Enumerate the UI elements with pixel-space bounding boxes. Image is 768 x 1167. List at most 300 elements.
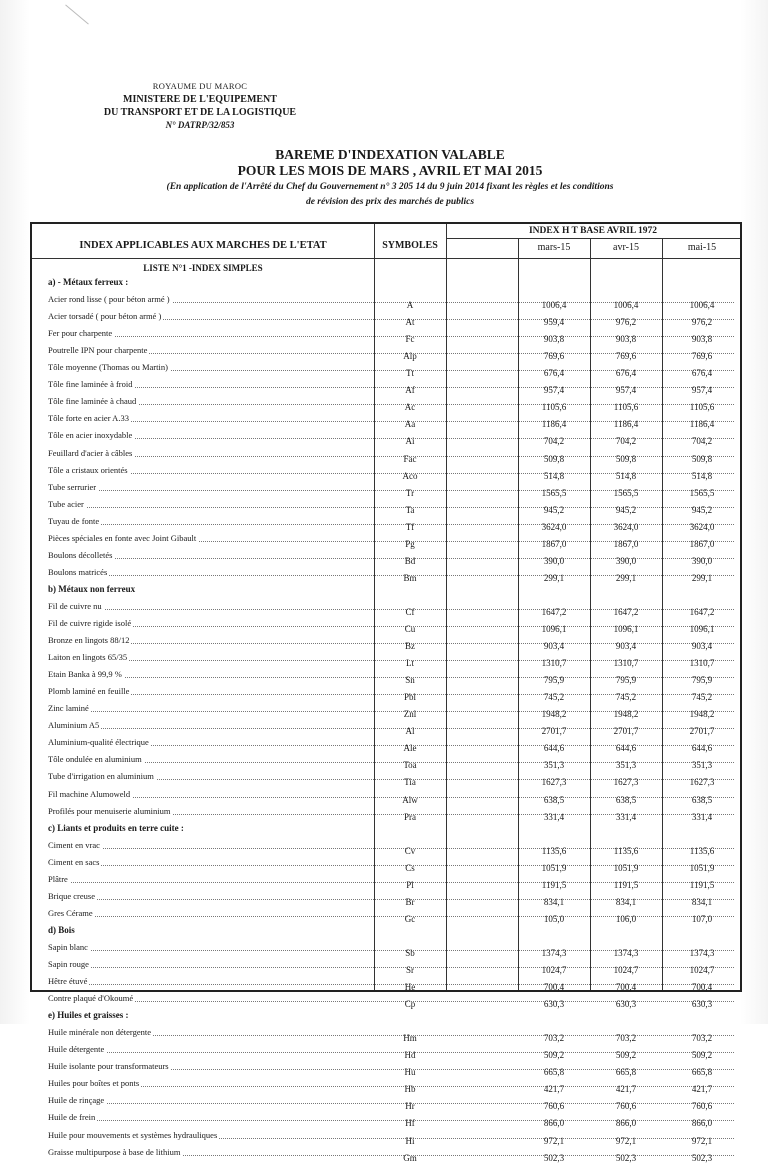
symbol-cell: Hf — [405, 1118, 415, 1129]
item-label-text: Tôle fine laminée à chaud — [48, 396, 137, 407]
value-cell: 1135,6 — [541, 845, 567, 856]
category-row — [32, 581, 740, 598]
value-cell: 1006,4 — [541, 300, 567, 311]
item-label — [48, 410, 366, 427]
value-cell: 760,6 — [543, 1101, 565, 1112]
item-label — [48, 990, 366, 1007]
kingdom-name: ROYAUME DU MAROC — [152, 81, 248, 91]
value-cell: 390,0 — [615, 555, 637, 566]
category-row — [32, 820, 740, 837]
symbol-cell: Tt — [406, 368, 414, 379]
symbol-cell: Sb — [405, 947, 415, 958]
value-cell: 1191,5 — [613, 879, 639, 890]
symbol-cell: Pbl — [403, 692, 416, 703]
item-label-text: Plomb laminé en feuille — [48, 686, 130, 697]
item-label — [48, 427, 366, 444]
value-cell: 351,3 — [691, 760, 713, 771]
value-cell: 3624,0 — [613, 521, 639, 532]
value-cell: 351,3 — [543, 760, 565, 771]
item-label-text: Etain Banka à 99,9 % — [48, 669, 122, 680]
value-cell: 644,6 — [543, 743, 565, 754]
item-label-text: Boulons matricés — [48, 566, 108, 577]
symbol-cell: A — [406, 300, 414, 311]
value-cell: 1191,5 — [541, 879, 567, 890]
value-cell: 834,1 — [615, 896, 637, 907]
value-cell: 676,4 — [615, 368, 637, 379]
value-cell: 3624,0 — [689, 521, 715, 532]
value-cell: 700,4 — [543, 982, 565, 993]
value-cell: 704,2 — [615, 436, 637, 447]
item-label-text: Sapin rouge — [48, 959, 89, 969]
table-row — [32, 734, 740, 754]
item-label — [48, 666, 366, 683]
item-label — [48, 956, 366, 973]
table-row — [32, 1024, 740, 1044]
value-cell: 390,0 — [543, 555, 565, 566]
title-line-1: BAREME D'INDEXATION VALABLE — [275, 147, 505, 162]
value-cell: 1006,4 — [689, 300, 715, 311]
table-row — [32, 905, 740, 922]
value-cell: 1310,7 — [541, 658, 567, 669]
item-label — [48, 325, 366, 342]
symbol-cell: Hu — [404, 1067, 416, 1078]
symbol-cell: Af — [405, 385, 415, 396]
item-label — [48, 1075, 366, 1092]
item-label — [48, 700, 366, 717]
symbol-cell: Toa — [403, 760, 417, 771]
item-label-text: Huile de frein — [48, 1112, 96, 1123]
value-cell: 745,2 — [615, 692, 637, 703]
item-label — [48, 683, 366, 700]
value-cell: 903,8 — [691, 334, 713, 345]
item-label — [48, 1109, 366, 1126]
value-cell: 299,1 — [615, 572, 637, 583]
item-label — [48, 376, 366, 393]
value-cell: 795,9 — [691, 675, 713, 686]
item-label — [48, 513, 366, 530]
category-row — [32, 274, 740, 291]
value-cell: 1135,6 — [613, 845, 639, 856]
item-label — [48, 717, 366, 734]
category-title: b) Métaux non ferreux — [48, 583, 136, 594]
symbol-cell: Ale — [403, 743, 417, 754]
value-cell: 2701,7 — [541, 726, 567, 737]
symbol-cell: Alp — [403, 351, 417, 362]
item-label-text: Tôle fine laminée à froid — [48, 379, 133, 390]
value-cell: 1051,9 — [613, 862, 639, 873]
item-label-text: Tôle forte en acier A.33 — [48, 413, 129, 424]
table-row — [32, 615, 740, 632]
category-row — [32, 922, 740, 939]
symbol-cell: Tr — [405, 487, 415, 498]
value-cell: 745,2 — [691, 692, 713, 703]
item-label — [48, 803, 366, 820]
symbol-cell: Bm — [403, 572, 417, 583]
symbol-cell: Hd — [404, 1050, 416, 1061]
value-cell: 331,4 — [691, 811, 713, 822]
item-label — [48, 871, 366, 888]
item-label-text: Ciment en sacs — [48, 856, 100, 867]
value-cell: 331,4 — [543, 811, 565, 822]
value-cell: 665,8 — [543, 1067, 565, 1078]
table-row — [32, 751, 740, 771]
symbol-cell: Fac — [403, 453, 417, 464]
value-cell: 703,2 — [691, 1033, 713, 1044]
value-cell: 502,3 — [543, 1152, 565, 1163]
item-label — [48, 649, 366, 666]
item-label — [48, 1092, 366, 1109]
symbol-cell: Hi — [405, 1135, 415, 1146]
symbol-cell: Aco — [402, 470, 418, 481]
value-cell: 795,9 — [615, 675, 637, 686]
category-title: d) Bois — [48, 924, 75, 935]
value-cell: 390,0 — [691, 555, 713, 566]
table-row — [32, 598, 740, 615]
value-cell: 1565,5 — [541, 487, 567, 498]
value-cell: 903,8 — [543, 334, 565, 345]
symbol-cell: Cu — [404, 624, 416, 634]
item-label-text: Tôle ondulée en aluminium — [48, 754, 142, 765]
value-cell: 514,8 — [691, 470, 713, 481]
subtitle-line-2: de révision des prix des marchés de publics — [305, 197, 475, 207]
value-cell: 1565,5 — [613, 487, 639, 498]
value-cell: 700,4 — [615, 982, 637, 993]
symbol-cell: Gc — [404, 913, 416, 924]
symbol-cell: Alw — [402, 794, 418, 805]
value-cell: 1627,3 — [613, 777, 639, 788]
symbol-cell: Sr — [405, 965, 414, 975]
value-cell: 509,2 — [543, 1050, 565, 1061]
value-cell: 866,0 — [543, 1118, 565, 1129]
value-cell: 514,8 — [615, 470, 637, 481]
value-cell: 903,4 — [691, 641, 713, 652]
value-cell: 1310,7 — [689, 658, 715, 669]
value-cell: 903,4 — [543, 641, 565, 652]
value-cell: 509,8 — [615, 453, 637, 464]
subtitle-line-1: (En application de l'Arrêté du Chef du Gouvernement n° 3 205 14 du 9 juin 2014 fixant les règles et les conditions — [166, 182, 614, 192]
table-row — [32, 496, 740, 513]
value-cell: 1948,2 — [613, 709, 639, 720]
symbol-cell: Cf — [405, 606, 415, 617]
item-label-text: Tube serrurier — [48, 481, 97, 492]
item-label — [48, 308, 366, 325]
symbol-cell: At — [405, 317, 415, 328]
column-header-month: avr-15 — [613, 242, 639, 253]
item-label — [48, 973, 366, 990]
symbol-cell: Cv — [404, 845, 416, 856]
column-header-index: INDEX APPLICABLES AUX MARCHES DE L'ETAT — [79, 239, 327, 251]
value-cell: 630,3 — [615, 999, 637, 1010]
symbol-cell: Lt — [406, 658, 414, 669]
item-label-text: Fil de cuivre nu — [48, 600, 102, 611]
item-label-text: Tôle en acier inoxydable — [48, 430, 133, 441]
value-cell: 502,3 — [615, 1152, 637, 1163]
value-cell: 105,0 — [543, 913, 565, 924]
value-cell: 1096,1 — [613, 624, 639, 634]
symbol-cell: He — [404, 982, 416, 993]
item-label-text: Tuyau de fonte — [48, 515, 100, 526]
value-cell: 769,6 — [691, 351, 713, 362]
table-row — [32, 445, 740, 462]
item-label-text: Brique creuse — [48, 890, 95, 901]
item-label-text: Aluminium-qualité électrique — [48, 737, 149, 748]
table-row — [32, 1092, 740, 1112]
item-label — [48, 615, 366, 632]
item-label — [48, 1127, 366, 1144]
table-row — [32, 768, 740, 788]
value-cell: 1627,3 — [689, 777, 715, 788]
value-cell: 502,3 — [691, 1152, 713, 1163]
document-title — [90, 147, 690, 209]
value-cell: 957,4 — [615, 385, 637, 396]
value-cell: 972,1 — [691, 1135, 713, 1146]
item-label-text: Huile isolante pour transformateurs — [48, 1061, 169, 1072]
item-label-text: Graisse multipurpose à base de lithium — [48, 1146, 181, 1157]
value-cell: 644,6 — [615, 743, 637, 754]
table-row — [32, 1075, 740, 1095]
value-cell: 976,2 — [691, 317, 713, 328]
table-row — [32, 888, 740, 905]
table-row — [32, 1127, 740, 1144]
item-label-text: Fer pour charpente — [48, 328, 113, 339]
value-cell: 972,1 — [615, 1135, 637, 1146]
table-row — [32, 1058, 740, 1078]
item-label — [48, 905, 366, 922]
header-divider — [446, 238, 740, 239]
value-cell: 945,2 — [543, 504, 565, 515]
value-cell: 703,2 — [543, 1033, 565, 1044]
value-cell: 1310,7 — [613, 658, 639, 669]
item-label-text: Ciment en vrac — [48, 839, 100, 850]
value-cell: 700,4 — [691, 982, 713, 993]
value-cell: 866,0 — [615, 1118, 637, 1129]
value-cell: 509,2 — [691, 1050, 713, 1061]
value-cell: 957,4 — [543, 385, 565, 396]
item-label-text: Pièces spéciales en fonte avec Joint Gibault — [48, 532, 197, 543]
value-cell: 704,2 — [691, 436, 713, 447]
item-label-text: Plâtre — [48, 873, 68, 884]
value-cell: 1024,7 — [689, 965, 715, 975]
item-label — [48, 751, 366, 768]
value-cell: 676,4 — [543, 368, 565, 379]
item-label — [48, 479, 366, 496]
value-cell: 1105,6 — [689, 402, 715, 413]
value-cell: 2701,7 — [689, 726, 715, 737]
value-cell: 106,0 — [615, 913, 637, 924]
item-label — [48, 632, 366, 649]
table-row — [32, 513, 740, 530]
symbol-cell: Sn — [405, 675, 415, 686]
item-label — [48, 1024, 366, 1041]
table-row — [32, 308, 740, 328]
value-cell: 959,4 — [543, 317, 565, 328]
item-label — [48, 547, 366, 564]
value-cell: 866,0 — [691, 1118, 713, 1129]
item-label-text: Boulons décolletés — [48, 549, 113, 560]
symbol-cell: Pra — [404, 811, 416, 822]
table-row — [32, 666, 740, 686]
value-cell: 1006,4 — [613, 300, 639, 311]
table-row — [32, 1041, 740, 1061]
value-cell: 945,2 — [615, 504, 637, 515]
table-row — [32, 359, 740, 379]
value-cell: 704,2 — [543, 436, 565, 447]
column-header-month: mai-15 — [687, 242, 717, 253]
item-label-text: Fil machine Alumoweld — [48, 788, 131, 799]
table-row — [32, 871, 740, 888]
symbol-cell: Pl — [406, 879, 414, 890]
value-cell: 509,2 — [615, 1050, 637, 1061]
item-label-text: Huile de rinçage — [48, 1095, 105, 1106]
symbol-cell: Bd — [404, 555, 416, 566]
value-cell: 665,8 — [615, 1067, 637, 1078]
value-cell: 1051,9 — [541, 862, 567, 873]
item-label-text: Tôle a cristaux orientés — [48, 464, 128, 475]
ministry-line-2: DU TRANSPORT ET DE LA LOGISTIQUE — [103, 107, 297, 118]
table-row — [32, 376, 740, 396]
symbol-cell: Cs — [405, 862, 415, 873]
value-cell: 1024,7 — [613, 965, 639, 975]
value-cell: 1374,3 — [613, 947, 639, 958]
value-cell: 644,6 — [691, 743, 713, 754]
table-row — [32, 649, 740, 669]
index-table — [30, 222, 742, 1163]
item-label — [48, 564, 366, 581]
column-header-month: mars-15 — [537, 242, 571, 253]
value-cell: 676,4 — [691, 368, 713, 379]
item-label-text: Gres Cérame — [48, 907, 93, 918]
value-cell: 1948,2 — [689, 709, 715, 720]
item-label-text: Laiton en lingots 65/35 — [48, 652, 128, 663]
value-cell: 1186,4 — [541, 419, 567, 430]
table-row — [32, 342, 740, 362]
item-label-text: Hêtre étuvé — [48, 976, 88, 987]
value-cell: 769,6 — [543, 351, 565, 362]
value-cell: 903,4 — [615, 641, 637, 652]
item-label-text: Acier rond lisse ( pour béton armé ) — [48, 294, 170, 305]
item-label — [48, 291, 366, 308]
value-cell: 1647,2 — [689, 606, 715, 617]
value-cell: 1627,3 — [541, 777, 567, 788]
issuer-header — [80, 80, 320, 132]
table-row — [32, 854, 740, 871]
value-cell: 638,5 — [543, 794, 565, 805]
symbol-cell: Bz — [405, 641, 415, 652]
symbol-cell: Hm — [403, 1033, 417, 1044]
value-cell: 1374,3 — [541, 947, 567, 958]
table-row — [32, 1109, 740, 1129]
item-label — [48, 342, 366, 359]
table-row — [32, 291, 740, 311]
item-label-text: Aluminium A5 — [48, 720, 100, 731]
value-cell: 1867,0 — [689, 538, 715, 549]
item-label — [48, 445, 366, 462]
table-row — [32, 717, 740, 737]
column-header-symbols: SYMBOLES — [382, 239, 438, 251]
value-cell: 331,4 — [615, 811, 637, 822]
value-cell: 1024,7 — [541, 965, 567, 975]
value-cell: 107,0 — [691, 913, 713, 924]
symbol-cell: Hb — [404, 1084, 416, 1095]
reference-number: N° DATRP/32/853 — [165, 120, 235, 130]
value-cell: 421,7 — [691, 1084, 713, 1095]
table-row — [32, 632, 740, 652]
category-title: e) Huiles et graisses : — [48, 1010, 129, 1021]
value-cell: 1374,3 — [689, 947, 715, 958]
table-row — [32, 479, 740, 496]
value-cell: 1096,1 — [689, 624, 715, 634]
symbol-cell: Cp — [404, 999, 416, 1010]
value-cell: 638,5 — [691, 794, 713, 805]
category-title: a) - Métaux ferreux : — [48, 277, 129, 287]
value-cell: 972,1 — [543, 1135, 565, 1146]
value-cell: 976,2 — [615, 317, 637, 328]
value-cell: 1051,9 — [689, 862, 715, 873]
value-cell: 703,2 — [615, 1033, 637, 1044]
list-title: LISTE N°1 -INDEX SIMPLES — [143, 263, 263, 273]
symbol-cell: Tf — [405, 521, 415, 532]
symbol-cell: Hr — [405, 1101, 415, 1112]
value-cell: 957,4 — [691, 385, 713, 396]
symbol-cell: Tia — [404, 777, 416, 788]
value-cell: 421,7 — [543, 1084, 565, 1095]
value-cell: 1867,0 — [613, 538, 639, 549]
value-cell: 630,3 — [691, 999, 713, 1010]
symbol-cell: Ta — [405, 504, 415, 515]
table-row — [32, 786, 740, 803]
item-label — [48, 1144, 366, 1161]
value-cell: 1105,6 — [541, 402, 567, 413]
value-cell: 760,6 — [691, 1101, 713, 1112]
value-cell: 1191,5 — [689, 879, 715, 890]
table-row — [32, 803, 740, 820]
item-label — [48, 496, 366, 513]
item-label — [48, 837, 366, 854]
table-row — [32, 564, 740, 581]
value-cell: 1948,2 — [541, 709, 567, 720]
table-row — [32, 956, 740, 973]
value-cell: 1186,4 — [689, 419, 715, 430]
value-cell: 795,9 — [543, 675, 565, 686]
table-row — [32, 683, 740, 703]
value-cell: 1647,2 — [613, 606, 639, 617]
table-row — [32, 462, 740, 479]
value-cell: 1186,4 — [613, 419, 639, 430]
item-label-text: Huiles pour boîtes et ponts — [48, 1078, 140, 1089]
item-label-text: Profilés pour menuiserie aluminium — [48, 805, 171, 816]
item-label-text: Tôle moyenne (Thomas ou Martin) — [48, 362, 168, 373]
table-row — [32, 1144, 740, 1161]
value-cell: 769,6 — [615, 351, 637, 362]
value-cell: 665,8 — [691, 1067, 713, 1078]
symbol-cell: Br — [405, 896, 415, 907]
value-cell: 1565,5 — [689, 487, 715, 498]
item-label-text: Huile détergente — [48, 1044, 105, 1055]
value-cell: 1867,0 — [541, 538, 567, 549]
item-label-text: Sapin blanc — [48, 941, 88, 952]
ministry-line-1: MINISTERE DE L'EQUIPEMENT — [123, 94, 277, 105]
category-title: c) Liants et produits en terre cuite : — [48, 822, 184, 833]
item-label — [48, 786, 366, 803]
symbol-cell: Aa — [404, 419, 416, 430]
item-label — [48, 530, 366, 547]
symbol-cell: Al — [405, 726, 415, 737]
item-label — [48, 359, 366, 376]
item-label-text: Huile pour mouvements et systèmes hydrauliques — [48, 1129, 218, 1140]
value-cell: 299,1 — [691, 572, 713, 583]
value-cell: 945,2 — [691, 504, 713, 515]
table-row — [32, 837, 740, 854]
